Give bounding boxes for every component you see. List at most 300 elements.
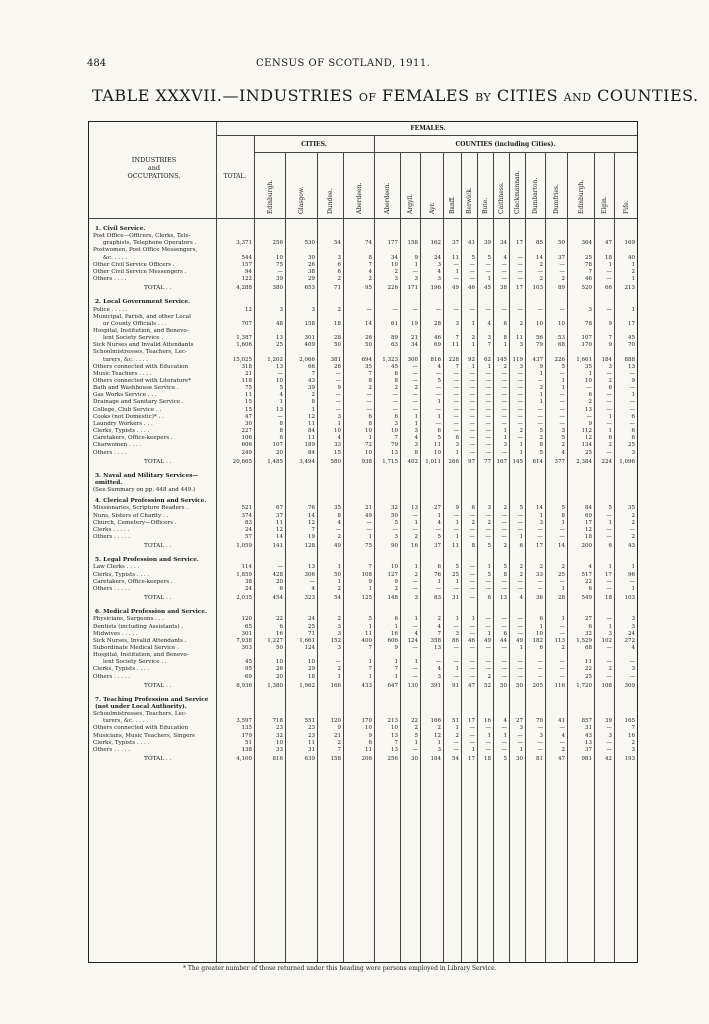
table-cell: — — [501, 725, 507, 732]
table-cell: 45 — [391, 363, 398, 370]
table-cell: 2 — [519, 320, 523, 327]
table-cell: 4 — [503, 718, 507, 725]
table-cell: — — [559, 659, 565, 666]
table-cell: 46 — [468, 637, 475, 644]
table-cell: 2 — [394, 268, 398, 275]
column-header: Edinburgh. — [577, 179, 585, 214]
table-cell: 2 — [437, 616, 441, 623]
row-label: Others connected with Education — [93, 363, 189, 370]
table-cell: — — [412, 585, 418, 592]
table-cell: 606 — [241, 442, 252, 449]
table-cell: 7 — [455, 335, 459, 342]
table-cell: 25 — [585, 673, 592, 680]
table-cell: 3 — [487, 505, 491, 512]
table-cell: 6 — [631, 428, 635, 435]
total-value: 81 — [536, 756, 543, 763]
total-value: 1,485 — [267, 458, 283, 465]
table-cell: — — [412, 399, 418, 406]
table-cell: 4 — [414, 435, 418, 442]
table-cell: — — [335, 399, 341, 406]
table-cell: — — [412, 392, 418, 399]
table-cell: 3 — [561, 428, 565, 435]
section-heading: 1. Civil Service. — [95, 226, 146, 232]
table-cell: 3 — [631, 666, 635, 673]
table-cell: 56 — [536, 335, 543, 342]
total-value: 116 — [554, 682, 565, 689]
section-heading: 3. Naval and Military Services— — [95, 472, 199, 479]
table-cell: — — [501, 378, 507, 384]
table-cell: 113 — [554, 637, 565, 644]
table-cell: 4 — [437, 666, 441, 673]
column-header: Argyll. — [407, 193, 414, 214]
table-cell: — — [517, 616, 523, 623]
table-cell: 11 — [434, 442, 441, 449]
table-cell: 50 — [365, 342, 372, 349]
table-cell: 1 — [368, 435, 372, 442]
table-cell: — — [412, 378, 418, 384]
table-cell: — — [537, 526, 543, 533]
table-cell: 10 — [391, 261, 398, 268]
table-cell: 1 — [437, 413, 441, 420]
table-cell: 6 — [368, 739, 372, 746]
table-cell: 50 — [276, 644, 283, 651]
table-cell: 1 — [337, 673, 341, 680]
table-cell: — — [559, 406, 565, 413]
table-cell: 5 — [437, 378, 441, 384]
table-cell: — — [606, 725, 612, 732]
table-cell: 816 — [430, 356, 441, 363]
total-value: 47 — [468, 682, 475, 689]
table-cell: 11 — [245, 392, 252, 399]
table-cell: — — [485, 378, 491, 384]
table-cell: — — [469, 659, 475, 666]
row-label: Others . . . . — [93, 276, 127, 283]
table-cell: 78 — [585, 320, 592, 327]
table-cell: — — [469, 630, 475, 637]
table-cell: 2 — [437, 725, 441, 732]
table-cell: 6 — [279, 623, 283, 630]
table-cell: 8 — [368, 378, 372, 384]
table-cell: 1,529 — [576, 637, 592, 644]
table-cell: 7 — [455, 363, 459, 370]
table-cell: 50 — [391, 512, 398, 519]
total-value: 36 — [536, 595, 543, 602]
table-cell: 306 — [407, 356, 418, 363]
total-value: 158 — [330, 756, 341, 763]
total-value: 2,384 — [576, 458, 592, 465]
table-cell: — — [485, 578, 491, 585]
table-cell: 16 — [391, 630, 398, 637]
table-cell: 69 — [585, 512, 592, 519]
table-cell: 12 — [585, 526, 592, 533]
table-cell: 3 — [539, 519, 543, 526]
table-cell: 157 — [241, 261, 252, 268]
table-cell: 12 — [276, 526, 283, 533]
table-cell: 10 — [391, 725, 398, 732]
total-value: 171 — [407, 285, 418, 292]
table-cell: — — [501, 623, 507, 630]
table-cell: — — [537, 666, 543, 673]
table-cell: 1 — [471, 342, 475, 349]
table-cell: 47 — [245, 413, 252, 420]
table-cell: 2 — [337, 306, 341, 313]
table-cell: 13 — [276, 335, 283, 342]
table-cell: — — [629, 526, 635, 533]
table-cell: — — [392, 526, 398, 533]
table-cell: 5 — [394, 519, 398, 526]
table-cell: 8 — [503, 335, 507, 342]
table-cell: — — [517, 420, 523, 427]
table-cell: 2 — [337, 739, 341, 746]
table-cell: — — [453, 406, 459, 413]
table-cell: 94 — [245, 268, 252, 275]
total-value: 166 — [330, 682, 341, 689]
row-label: Clerks, Typists . . . . — [93, 739, 150, 746]
table-cell: 3,597 — [236, 718, 252, 725]
table-cell: 13 — [411, 505, 418, 512]
total-value: 5 — [503, 756, 507, 763]
total-header: TOTAL. — [223, 173, 247, 180]
table-cell: 3 — [455, 320, 459, 327]
row-label: or County Officials . . . — [103, 320, 167, 327]
total-value: 6 — [519, 543, 523, 550]
table-cell: 694 — [361, 356, 372, 363]
table-cell: — — [485, 442, 491, 449]
table-cell: 409 — [304, 342, 315, 349]
row-label: Church, Cemetery—Officers . — [93, 519, 177, 526]
table-cell: — — [435, 659, 441, 666]
table-cell: 1 — [631, 276, 635, 283]
column-rule — [525, 152, 526, 962]
section-heading: 2. Local Government Service. — [95, 299, 191, 306]
table-cell: 3 — [279, 306, 283, 313]
table-cell: 9 — [368, 578, 372, 585]
table-cell: 1,227 — [267, 637, 283, 644]
table-cell: — — [412, 406, 418, 413]
total-value: 196 — [430, 285, 441, 292]
total-value: 1,962 — [299, 682, 315, 689]
table-cell: — — [537, 413, 543, 420]
table-cell: — — [559, 392, 565, 399]
table-cell: 20 — [276, 673, 283, 680]
table-cell: 1 — [437, 578, 441, 585]
table-cell: — — [517, 399, 523, 406]
table-cell: 5 — [279, 385, 283, 392]
table-cell: 18 — [334, 320, 341, 327]
table-cell: — — [485, 644, 491, 651]
table-cell: 50 — [334, 342, 341, 349]
table-cell: 2 — [455, 732, 459, 739]
table-cell: 29 — [308, 666, 315, 673]
column-rule — [374, 135, 375, 962]
table-cell: — — [559, 526, 565, 533]
table-cell: 11 — [585, 659, 592, 666]
table-cell: 256 — [272, 240, 283, 247]
table-cell: 24 — [245, 526, 252, 533]
table-cell: 2 — [414, 534, 418, 540]
table-cell: 1 — [631, 261, 635, 268]
total-value: 95 — [365, 285, 372, 292]
table-cell: — — [453, 673, 459, 680]
table-cell: 521 — [241, 505, 252, 512]
table-cell: — — [517, 406, 523, 413]
table-cell: 1 — [414, 739, 418, 746]
total-value: 200 — [581, 543, 592, 550]
table-cell: 26 — [308, 261, 315, 268]
total-value: 167 — [496, 458, 507, 465]
table-cell: — — [537, 673, 543, 680]
table-cell: — — [606, 585, 612, 592]
table-cell: 68 — [558, 342, 565, 349]
table-cell: 2 — [561, 442, 565, 449]
table-cell: 2 — [337, 534, 341, 540]
table-cell: 9 — [337, 725, 341, 732]
total-value: 938 — [361, 458, 372, 465]
table-cell: — — [435, 420, 441, 427]
table-cell: 2 — [414, 571, 418, 578]
table-cell: 1 — [631, 306, 635, 313]
total-value: 30 — [516, 756, 523, 763]
table-cell: — — [559, 420, 565, 427]
table-cell: 306 — [304, 571, 315, 578]
table-cell: — — [629, 406, 635, 413]
table-cell: 29 — [308, 276, 315, 283]
table-cell: — — [485, 739, 491, 746]
table-cell: 57 — [245, 534, 252, 540]
table-cell: — — [453, 399, 459, 406]
table-cell: 606 — [387, 637, 398, 644]
table-cell: — — [485, 261, 491, 268]
table-cell: 428 — [272, 571, 283, 578]
table-cell: — — [469, 534, 475, 540]
total-value: 8,936 — [236, 682, 252, 689]
table-cell: — — [412, 363, 418, 370]
table-cell: 25 — [308, 623, 315, 630]
table-cell: — — [453, 276, 459, 283]
section-heading: 5. Legal Profession and Service. — [95, 557, 199, 564]
table-cell: 9 — [588, 420, 592, 427]
table-cell: 2 — [471, 519, 475, 526]
table-cell: 27 — [434, 505, 441, 512]
table-cell: 2 — [394, 385, 398, 392]
table-cell: 226 — [554, 356, 565, 363]
table-cell: 14 — [276, 534, 283, 540]
table-cell: 2 — [539, 276, 543, 283]
total-value: 77 — [484, 458, 491, 465]
table-cell: — — [517, 276, 523, 283]
table-cell: 76 — [434, 571, 441, 578]
total-value: 3 — [414, 595, 418, 602]
table-cell: 49 — [484, 637, 491, 644]
total-value: 323 — [304, 595, 315, 602]
column-rule — [443, 152, 444, 962]
table-cell: 1 — [539, 370, 543, 377]
table-cell: — — [412, 578, 418, 585]
table-cell: 1 — [608, 428, 612, 435]
table-cell: 2 — [561, 644, 565, 651]
table-cell: 6 — [337, 268, 341, 275]
table-cell: 3 — [437, 673, 441, 680]
row-label: Laundry Workers . . . — [93, 420, 153, 427]
table-cell: 1 — [608, 413, 612, 420]
table-cell: — — [469, 564, 475, 571]
table-cell: — — [629, 578, 635, 585]
table-cell: 18 — [585, 534, 592, 540]
table-cell: 39 — [276, 276, 283, 283]
table-cell: — — [453, 526, 459, 533]
table-cell: 5 — [539, 449, 543, 456]
total-label: TOTAL . . — [144, 458, 172, 465]
table-cell: 96 — [628, 571, 635, 578]
table-cell: 12 — [308, 413, 315, 420]
total-label: TOTAL . . — [144, 756, 172, 763]
table-cell: 21 — [411, 335, 418, 342]
table-cell: 1 — [414, 564, 418, 571]
table-cell: 84 — [585, 505, 592, 512]
table-cell: 9 — [368, 732, 372, 739]
table-cell: — — [485, 616, 491, 623]
column-header: Dumbarton. — [532, 177, 539, 214]
table-cell: 3 — [337, 644, 341, 651]
row-label: Other Civil Service Messengers . — [93, 268, 187, 275]
table-cell: — — [501, 534, 507, 540]
table-cell: 6 — [539, 616, 543, 623]
row-label: Dentists (including Assistants) . — [93, 623, 184, 630]
table-cell: 3 — [455, 630, 459, 637]
table-cell: — — [485, 392, 491, 399]
table-cell: — — [517, 261, 523, 268]
row-label: Hospital, Institution, and Benevo- — [93, 327, 189, 334]
total-value: 30 — [411, 756, 418, 763]
table-cell: — — [435, 392, 441, 399]
table-cell: 122 — [241, 276, 252, 283]
table-cell: 4 — [437, 363, 441, 370]
table-cell: 12 — [585, 435, 592, 442]
table-cell: — — [537, 268, 543, 275]
table-cell: — — [586, 385, 592, 392]
table-cell: — — [501, 399, 507, 406]
total-value: 647 — [387, 682, 398, 689]
table-cell: 1 — [631, 585, 635, 592]
table-cell: 119 — [512, 356, 523, 363]
table-cell: 1 — [455, 666, 459, 673]
table-cell: — — [629, 673, 635, 680]
table-cell: 49 — [516, 637, 523, 644]
column-rule — [317, 152, 318, 962]
footnote: * The greater number of those returned under this heading were persons employed in Library Service. — [183, 965, 497, 972]
table-cell: — — [517, 630, 523, 637]
table-cell: — — [469, 435, 475, 442]
table-cell: 24 — [628, 630, 635, 637]
table-cell: 1,606 — [236, 342, 252, 349]
table-cell: 1 — [437, 512, 441, 519]
table-cell: 6 — [455, 435, 459, 442]
table-cell: 3 — [588, 306, 592, 313]
total-value: 66 — [605, 285, 612, 292]
table-cell: 1 — [503, 435, 507, 442]
table-cell: 2 — [561, 276, 565, 283]
table-cell: — — [469, 370, 475, 377]
table-cell: — — [453, 512, 459, 519]
table-cell: 2 — [311, 392, 315, 399]
table-cell: 86 — [452, 637, 459, 644]
table-cell: 2 — [631, 534, 635, 540]
table-cell: 35 — [334, 505, 341, 512]
table-cell: 249 — [241, 449, 252, 456]
table-cell: — — [469, 526, 475, 533]
table-cell: 5 — [471, 254, 475, 261]
table-cell: 4 — [561, 732, 565, 739]
table-cell: 26 — [276, 666, 283, 673]
table-cell: 48 — [276, 320, 283, 327]
table-cell: 22 — [276, 616, 283, 623]
total-value: 52 — [484, 682, 491, 689]
table-cell: 10 — [391, 564, 398, 571]
table-cell: 1 — [394, 623, 398, 630]
table-cell: 6 — [588, 392, 592, 399]
table-cell: 2 — [503, 363, 507, 370]
total-value: 45 — [484, 285, 491, 292]
row-label: Other Civil Service Officers . — [93, 261, 175, 268]
table-cell: — — [606, 276, 612, 283]
table-cell: 18 — [605, 254, 612, 261]
table-cell: — — [335, 406, 341, 413]
table-cell: 14 — [308, 512, 315, 519]
table-cell: 227 — [241, 428, 252, 435]
table-cell: — — [606, 644, 612, 651]
table-cell: 381 — [330, 356, 341, 363]
column-header: Fife. — [622, 200, 630, 214]
table-cell: — — [606, 616, 612, 623]
table-cell: 1 — [519, 442, 523, 449]
column-rule — [545, 152, 546, 962]
total-value: 653 — [304, 285, 315, 292]
table-cell: 11 — [308, 420, 315, 427]
table-cell: 2 — [337, 616, 341, 623]
table-cell: 7 — [437, 630, 441, 637]
table-cell: — — [606, 659, 612, 666]
table-cell: — — [469, 442, 475, 449]
total-value: 1,380 — [267, 682, 283, 689]
table-cell: — — [392, 406, 398, 413]
table-cell: 50 — [558, 240, 565, 247]
table-cell: — — [517, 578, 523, 585]
table-cell: 2 — [394, 585, 398, 592]
table-cell: — — [453, 392, 459, 399]
table-cell: 1 — [608, 564, 612, 571]
table-cell: — — [469, 512, 475, 519]
table-cell: — — [606, 420, 612, 427]
table-cell: 3 — [337, 623, 341, 630]
table-cell: 50 — [334, 571, 341, 578]
table-cell: 182 — [532, 637, 543, 644]
table-cell: 114 — [241, 564, 252, 571]
table-cell: — — [469, 406, 475, 413]
column-rule — [594, 152, 595, 962]
table-cell: — — [412, 526, 418, 533]
total-value: 639 — [304, 756, 315, 763]
table-cell: 2 — [519, 428, 523, 435]
table-cell: 5 — [437, 435, 441, 442]
row-label: Others connected with Literature* — [93, 378, 192, 384]
table-cell: 517 — [581, 571, 592, 578]
table-cell: 1 — [414, 261, 418, 268]
table-cell: 106 — [241, 435, 252, 442]
row-label: Drainage and Sanitary Service . — [93, 399, 184, 406]
table-cell: 2 — [487, 673, 491, 680]
table-cell: — — [485, 268, 491, 275]
row-label: &c. . . . . — [103, 254, 128, 261]
